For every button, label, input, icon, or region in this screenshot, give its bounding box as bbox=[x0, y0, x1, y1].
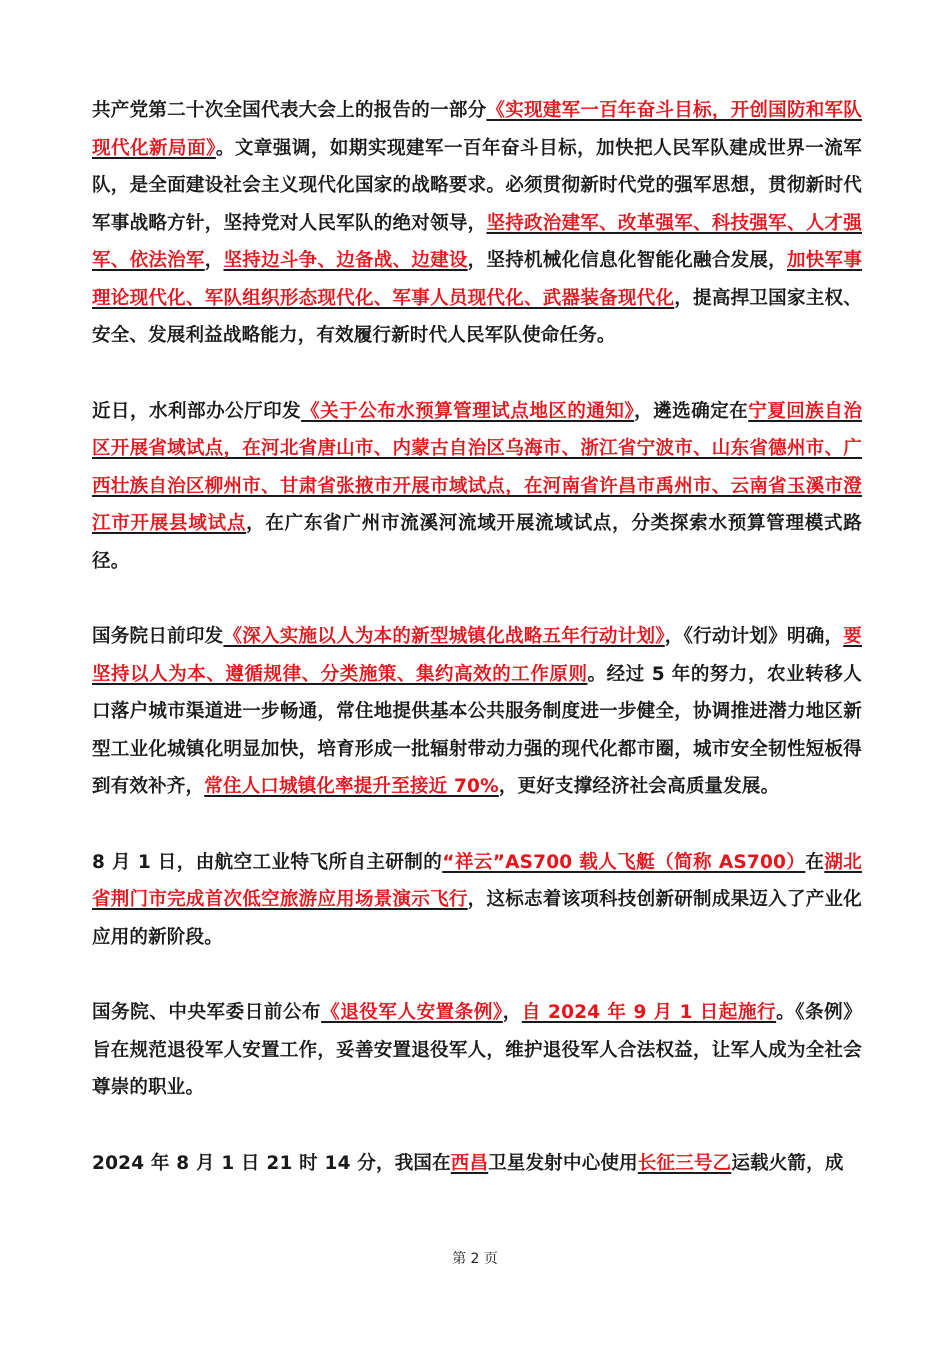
paragraph-text: 卫星发射中心使用 bbox=[488, 1152, 638, 1174]
paragraph-text: ，坚持机械化信息化智能化融合发展， bbox=[467, 250, 787, 271]
highlighted-phrase: 《关于公布水预算管理试点地区的通知》 bbox=[301, 400, 635, 422]
paragraph-veterans bbox=[92, 994, 862, 1107]
highlighted-phrase: “祥云”AS700 载人飞艇（简称 AS700） bbox=[442, 851, 806, 873]
paragraph-text: ，这标志着该项科技创新研制成果迈入了产业化应用的新阶段。 bbox=[92, 889, 862, 948]
paragraph-text: ，《行动计划》明确， bbox=[664, 626, 844, 647]
highlighted-phrase: 《实现建军一百年奋斗目标，开创国防和军队现代化新局面》 bbox=[92, 100, 862, 159]
paragraph-text: ，提高捍卫国家主权、安全、发展利益战略能力，有效履行新时代人民军队使命任务。 bbox=[92, 287, 862, 346]
paragraph-text: 运载火箭，成 bbox=[731, 1152, 844, 1174]
paragraph-text: 共产党第二十次全国代表大会上的报告的一部分 bbox=[92, 100, 487, 121]
paragraph-text: ， bbox=[204, 250, 224, 271]
paragraph-text: 国务院、中央军委日前公布 bbox=[92, 1002, 322, 1023]
highlighted-phrase: 《退役军人安置条例》 bbox=[321, 1002, 503, 1023]
paragraph-water-budget bbox=[92, 393, 862, 581]
paragraph-text: 。文章强调，如期实现建军一百年奋斗目标，加快把人民军队建成世界一流军队，是全面建设社会主义现代化国家的战略要求。必须贯彻新时代党的强军思想，贯彻新时代军事战略方针，坚持党对人民军队的绝对领导， bbox=[92, 137, 862, 234]
paragraph-urbanization bbox=[92, 618, 862, 806]
highlighted-phrase: 宁夏回族自治区开展省域试点，在河北省唐山市、内蒙古自治区乌海市、浙江省宁波市、山东省德州市、广西壮族自治区柳州市、甘肃省张掖市开展市域试点，在河南省许昌市禹州市、云南省玉溪市澄江市开展县域试点 bbox=[92, 400, 863, 534]
paragraph-text: ，遴选确定在 bbox=[634, 400, 749, 422]
highlighted-phrase: 坚持边斗争、边备战、边建设 bbox=[223, 250, 468, 271]
paragraph-text: 在 bbox=[805, 851, 825, 873]
paragraph-text: 。经过 5 年的努力，农业转移人口落户城市渠道进一步畅通，常住地提供基本公共服务制度进一步健全，协调推进潜力地区新型工业化城镇化明显加快，培育形成一批辐射带动力强的现代化都市圈，城市安全韧性短板得到有效补齐， bbox=[92, 663, 862, 797]
document-body bbox=[92, 92, 862, 1220]
paragraph-text: ，更好支撑经济社会高质量发展。 bbox=[498, 776, 780, 797]
paragraph-launch bbox=[92, 1145, 862, 1183]
highlighted-phrase: 长征三号乙 bbox=[637, 1152, 732, 1174]
highlighted-phrase: 西昌 bbox=[450, 1152, 489, 1174]
paragraph-text: 8 月 1 日，由航空工业特飞所自主研制的 bbox=[92, 851, 443, 873]
paragraph-text: ，在广东省广州市流溪河流域开展流域试点，分类探索水预算管理模式路径。 bbox=[92, 513, 863, 572]
highlighted-phrase: 湖北省荆门市完成首次低空旅游应用场景演示飞行 bbox=[92, 851, 862, 910]
paragraph-text: 近日，水利部办公厅印发 bbox=[92, 400, 302, 422]
paragraph-text: 。《条例》旨在规范退役军人安置工作，妥善安置退役军人，维护退役军人合法权益，让军人成为全社会尊崇的职业。 bbox=[92, 1002, 862, 1098]
paragraph-text: 国务院日前印发 bbox=[92, 626, 224, 647]
highlighted-phrase: 常住人口城镇化率提升至接近 70% bbox=[204, 776, 499, 797]
highlighted-phrase: 要坚持以人为本、遵循规律、分类施策、集约高效的工作原则 bbox=[92, 626, 862, 685]
paragraph-military-centenary bbox=[92, 92, 862, 355]
highlighted-phrase: 坚持政治建军、改革强军、科技强军、人才强军、依法治军 bbox=[92, 212, 862, 271]
highlighted-phrase: 《深入实施以人为本的新型城镇化战略五年行动计划》 bbox=[223, 626, 665, 647]
paragraph-text: 2024 年 8 月 1 日 21 时 14 分，我国在 bbox=[92, 1152, 451, 1174]
page-number: 第 2 页 bbox=[452, 1251, 498, 1267]
paragraph-text: ， bbox=[502, 1002, 522, 1023]
highlighted-phrase: 加快军事理论现代化、军队组织形态现代化、军事人员现代化、武器装备现代化 bbox=[92, 250, 863, 309]
highlighted-phrase: 自 2024 年 9 月 1 日起施行 bbox=[521, 1002, 777, 1023]
paragraph-airship bbox=[92, 844, 862, 957]
